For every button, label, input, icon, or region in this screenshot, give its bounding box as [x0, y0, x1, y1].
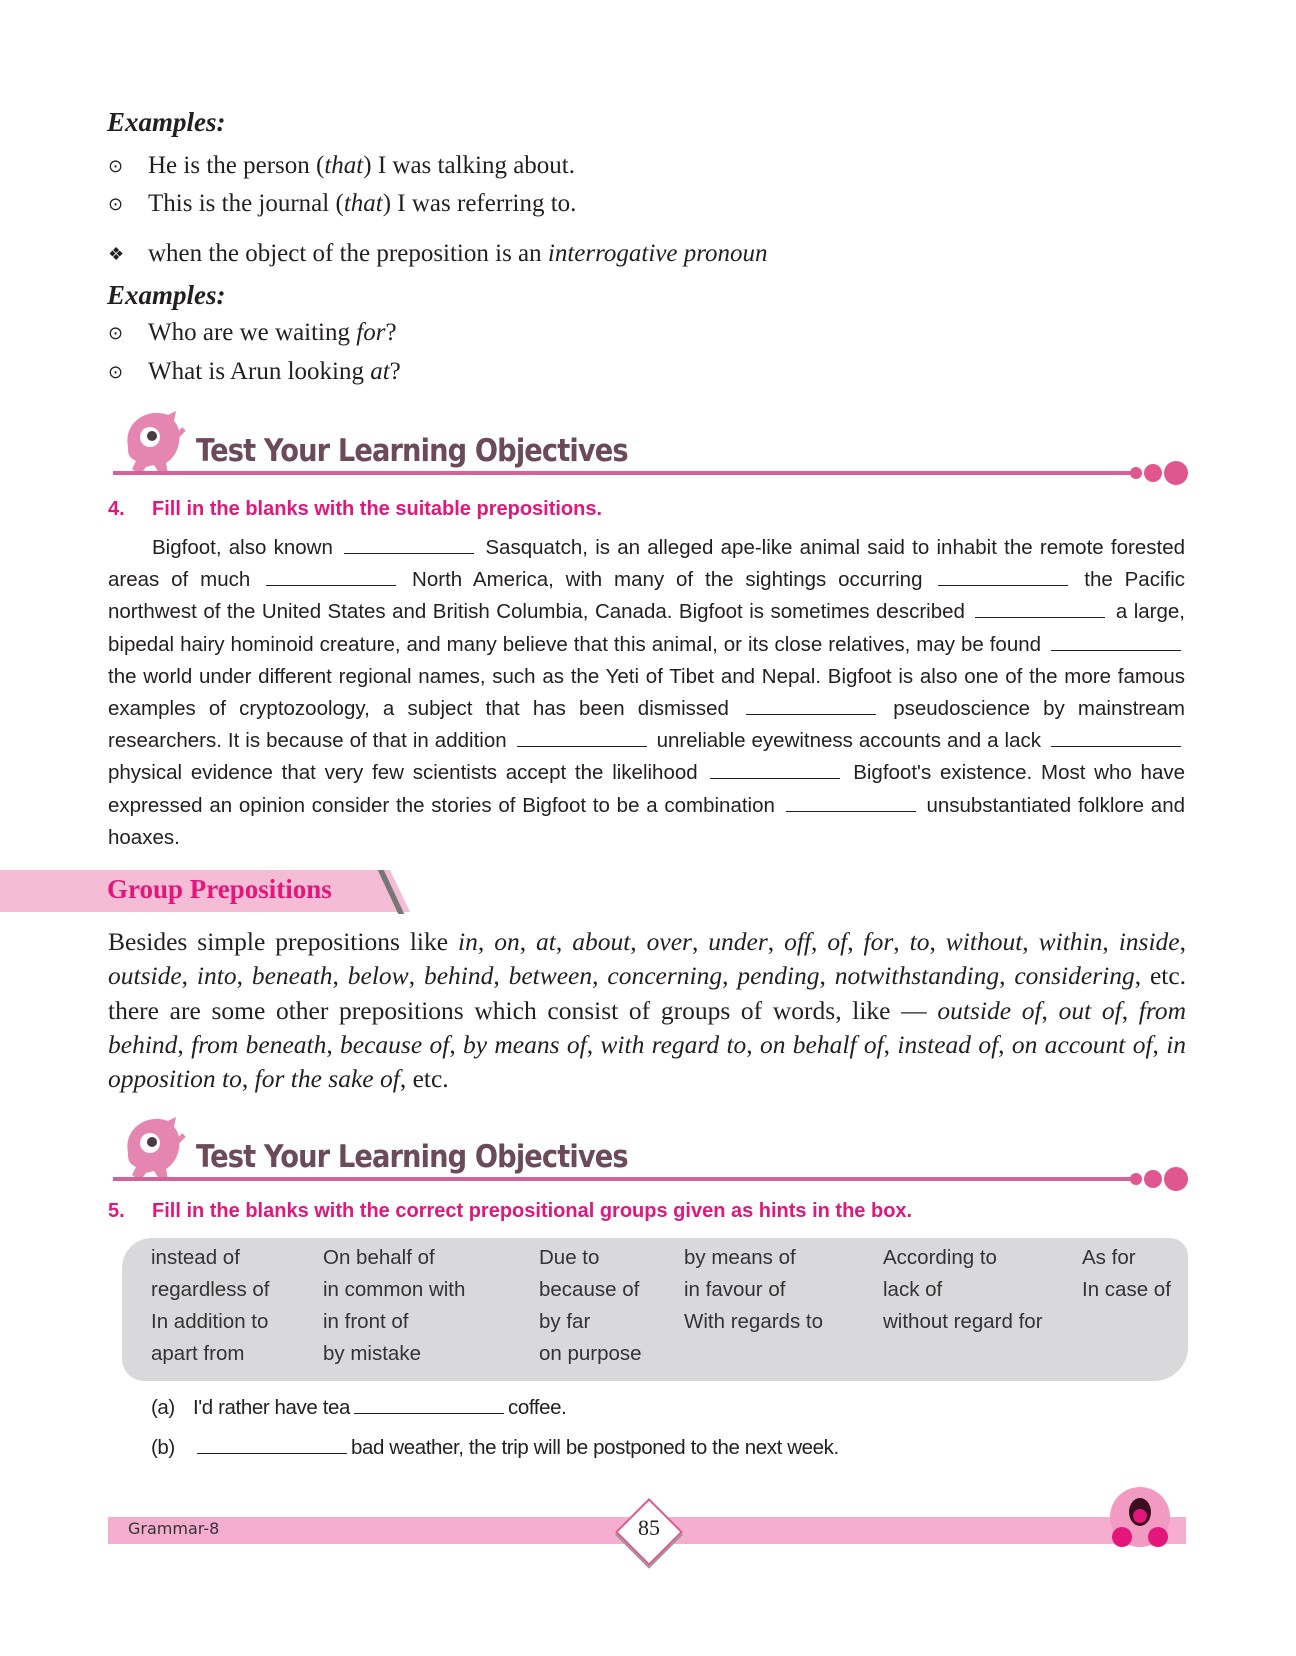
question-number: 4.: [108, 498, 125, 520]
paragraph-text: ,: [177, 1029, 192, 1059]
preposition-example: notwithstanding: [834, 961, 1000, 991]
paragraph-text: ,: [811, 927, 828, 956]
preposition-example: from behind: [108, 995, 1187, 1059]
preposition-example: in opposition to: [108, 1029, 1187, 1094]
text: coffee.: [508, 1396, 567, 1419]
paragraph-text: ,: [555, 927, 573, 956]
hint-phrase: On behalf of: [323, 1246, 435, 1269]
hint-phrase: regardless of: [151, 1278, 270, 1301]
preposition-example: on: [494, 927, 520, 956]
question-5-instruction: [108, 1200, 912, 1223]
hint-phrase: by means of: [684, 1246, 796, 1269]
sub-question-label: (a): [151, 1396, 175, 1419]
paragraph-text: ,: [893, 927, 910, 956]
hint-phrase: in front of: [323, 1310, 409, 1333]
preposition-example: on account of: [1011, 1029, 1153, 1059]
italic-text: for: [356, 319, 386, 346]
passage-text: physical evidence that very few scientists accept the likelihood: [108, 761, 698, 785]
preposition-example: pending: [737, 961, 820, 991]
question-number: 5.: [108, 1200, 125, 1222]
hint-phrase: because of: [539, 1278, 640, 1301]
hint-phrase: without regard for: [883, 1310, 1043, 1333]
paragraph-text: Besides simple prepositions like: [108, 927, 459, 956]
preposition-example: behind: [423, 961, 494, 991]
example-text: [148, 358, 401, 386]
paragraph-text: ,: [236, 961, 252, 991]
circle-bullet-icon: ⊙: [108, 193, 124, 214]
blank[interactable]: [975, 601, 1105, 618]
example-item: [108, 190, 576, 218]
text: ) I was talking about.: [363, 152, 576, 179]
section-heading-title: Test Your Learning Objectives: [196, 433, 628, 469]
hint-phrase: in favour of: [684, 1278, 786, 1301]
text: What is Arun looking: [148, 358, 371, 385]
preposition-example: out of: [1058, 995, 1122, 1025]
preposition-example: instead of: [897, 1029, 999, 1059]
passage-text: Bigfoot's existence. Most who have expressed an opinion consider the stories of Bigfoot to be a combination: [108, 761, 1185, 817]
circle-bullet-icon: ⊙: [108, 361, 124, 382]
preposition-example: over: [646, 927, 692, 956]
paragraph-text: ,: [999, 961, 1015, 991]
paragraph-text: ,: [493, 961, 509, 991]
blank[interactable]: [354, 1397, 504, 1414]
hint-phrase: by mistake: [323, 1342, 421, 1365]
passage-text: the world under different regional names, such as the Yeti of Tibet and Nepal. Bigfoot is also one of the more famous examples of cryptozoology, a subject that has been dismissed: [108, 664, 1185, 721]
hint-phrase: on purpose: [539, 1342, 642, 1365]
passage-text: unsubstantiated folklore and hoaxes.: [108, 793, 1186, 849]
paragraph-text: ,: [767, 927, 785, 956]
question-4-instruction: [108, 498, 602, 521]
text: ?: [385, 319, 397, 346]
preposition-example: because of: [340, 1029, 450, 1059]
section-heading: [108, 1106, 1188, 1191]
preposition-example: considering: [1014, 961, 1135, 991]
hint-phrase: by far: [539, 1310, 591, 1333]
sub-question: [151, 1396, 566, 1420]
preposition-example: for the sake of: [254, 1064, 400, 1094]
book-title: Grammar-8: [128, 1519, 220, 1538]
preposition-example: outside of: [937, 995, 1042, 1025]
text: Who are we waiting: [148, 319, 357, 346]
blank[interactable]: [517, 730, 647, 747]
paragraph-text: ,: [477, 927, 495, 956]
monster-mascot-icon: [1100, 1482, 1180, 1552]
paragraph-text: ,: [1179, 927, 1187, 956]
section-heading: [108, 400, 1188, 485]
italic-text: at: [370, 358, 390, 385]
blank[interactable]: [1051, 634, 1181, 651]
preposition-example: outside: [108, 961, 182, 991]
paragraph-text: ,: [592, 961, 608, 991]
section-heading-title: Test Your Learning Objectives: [196, 1139, 628, 1175]
hint-phrase: As for: [1082, 1246, 1136, 1269]
paragraph-text: ,: [519, 927, 537, 956]
paragraph-text: ,: [819, 961, 835, 991]
blank[interactable]: [197, 1437, 347, 1454]
passage-text: Bigfoot, also known: [152, 536, 333, 559]
preposition-example: inside: [1118, 927, 1180, 956]
hint-phrase: in common with: [323, 1278, 466, 1301]
paragraph-text: , etc.: [399, 1064, 449, 1094]
passage-text: a large, bipedal hairy hominoid creature, and many believe that this animal, or its close relatives, may be found: [108, 600, 1185, 656]
page-number: 85: [638, 1515, 660, 1540]
examples-heading: Examples:: [107, 107, 226, 137]
paragraph-text: ,: [630, 927, 647, 956]
examples-heading: Examples:: [107, 280, 226, 310]
paragraph-text: , etc. there are some other prepositions which consist of groups of words, like —: [108, 961, 1187, 1025]
preposition-example: on behalf of: [759, 1029, 884, 1059]
preposition-example: below: [347, 961, 409, 991]
example-text: [148, 190, 576, 218]
example-text: [148, 152, 575, 180]
blank[interactable]: [1051, 730, 1181, 747]
instruction-text: Fill in the blanks with the suitable prepositions.: [152, 498, 603, 520]
preposition-example: from beneath: [191, 1029, 327, 1059]
italic-text: that: [324, 152, 364, 179]
preposition-example: concerning: [607, 961, 723, 991]
paragraph-text: ,: [332, 961, 348, 991]
rule-item: [108, 240, 768, 268]
diamond-bullet-icon: ❖: [108, 243, 125, 264]
hint-phrase: instead of: [151, 1246, 240, 1269]
divider: [113, 1177, 1133, 1181]
paragraph-text: ,: [1102, 927, 1119, 956]
hint-phrase: Due to: [539, 1246, 600, 1269]
preposition-example: of: [827, 927, 848, 956]
preposition-example: in: [458, 927, 478, 956]
preposition-example: about: [572, 927, 631, 956]
instruction-text: Fill in the blanks with the correct prepositional groups given as hints in the box.: [152, 1200, 913, 1222]
hint-phrase: In case of: [1082, 1278, 1171, 1301]
question-4-passage: [108, 532, 1185, 854]
preposition-example: to: [909, 927, 930, 956]
paragraph-text: ,: [691, 927, 709, 956]
circle-bullet-icon: ⊙: [108, 322, 124, 343]
rule-text: when the object of the preposition is an: [148, 240, 548, 267]
preposition-example: by means of: [463, 1029, 587, 1059]
blank[interactable]: [344, 537, 474, 554]
dots-icon: [1130, 1167, 1188, 1191]
paragraph-text: ,: [722, 961, 738, 991]
text: He is the person (: [148, 152, 325, 179]
text: This is the journal (: [148, 190, 344, 217]
group-prepositions-paragraph: [108, 925, 1186, 1096]
hint-phrase: apart from: [151, 1342, 245, 1365]
paragraph-text: ,: [746, 1029, 760, 1059]
blank[interactable]: [786, 795, 916, 812]
preposition-example: at: [536, 927, 556, 956]
blank[interactable]: [746, 698, 876, 715]
mascot-icon: [118, 407, 188, 477]
mascot-icon: [118, 1113, 188, 1183]
preposition-example: with regard to: [600, 1029, 747, 1059]
example-text: [148, 319, 397, 347]
paragraph-text: ,: [241, 1064, 255, 1094]
circle-bullet-icon: ⊙: [108, 155, 124, 176]
preposition-example: into: [196, 961, 237, 991]
paragraph-text: ,: [1152, 1029, 1167, 1059]
paragraph-text: ,: [1022, 927, 1039, 956]
example-item: [108, 319, 397, 347]
text: ) I was referring to.: [382, 190, 577, 217]
divider: [113, 471, 1133, 475]
dots-icon: [1130, 461, 1188, 485]
passage-text: North America, with many of the sightings occurring: [412, 568, 923, 592]
blank[interactable]: [710, 762, 840, 779]
paragraph-text: ,: [1041, 995, 1059, 1025]
preposition-example: within: [1038, 927, 1103, 956]
paragraph-text: ,: [586, 1029, 601, 1059]
hint-phrase: With regards to: [684, 1310, 823, 1333]
rule-italic: interrogative pronoun: [547, 240, 768, 267]
hint-phrase: lack of: [883, 1278, 943, 1301]
paragraph-text: ,: [326, 1029, 341, 1059]
paragraph-text: ,: [998, 1029, 1012, 1059]
hint-phrase: In addition to: [151, 1310, 269, 1333]
italic-text: that: [343, 190, 383, 217]
passage-text: pseudoscience by mainstream researchers. It is because of that in addition: [108, 697, 1185, 753]
example-item: [108, 152, 575, 180]
passage-text: Sasquatch, is an alleged ape-like animal said to inhabit the remote forested areas of much: [108, 536, 1185, 592]
paragraph-text: ,: [883, 1029, 898, 1059]
hint-phrase: According to: [883, 1246, 997, 1269]
paragraph-text: ,: [847, 927, 864, 956]
passage-text: the Pacific northwest of the United States and British Columbia, Canada. Bigfoot is sometimes described: [108, 568, 1186, 624]
paragraph-text: ,: [181, 961, 197, 991]
preposition-example: between: [508, 961, 593, 991]
preposition-example: beneath: [251, 961, 333, 991]
text: I'd rather have tea: [193, 1396, 351, 1419]
paragraph-text: ,: [449, 1029, 464, 1059]
blank[interactable]: [938, 569, 1068, 586]
sub-question: [151, 1436, 839, 1460]
sub-question-label: (b): [151, 1436, 175, 1459]
preposition-example: off: [784, 927, 812, 956]
preposition-example: for: [863, 927, 894, 956]
group-prepositions-title: Group Prepositions: [107, 874, 332, 904]
text: bad weather, the trip will be postponed to the next week.: [351, 1436, 839, 1459]
preposition-example: under: [708, 927, 768, 956]
paragraph-text: ,: [929, 927, 946, 956]
passage-text: unreliable eyewitness accounts and a lack: [656, 729, 1041, 753]
blank[interactable]: [266, 569, 396, 586]
paragraph-text: ,: [408, 961, 424, 991]
preposition-example: without: [945, 927, 1023, 956]
text: ?: [389, 358, 401, 385]
paragraph-text: ,: [1121, 995, 1139, 1025]
example-item: [108, 358, 401, 386]
